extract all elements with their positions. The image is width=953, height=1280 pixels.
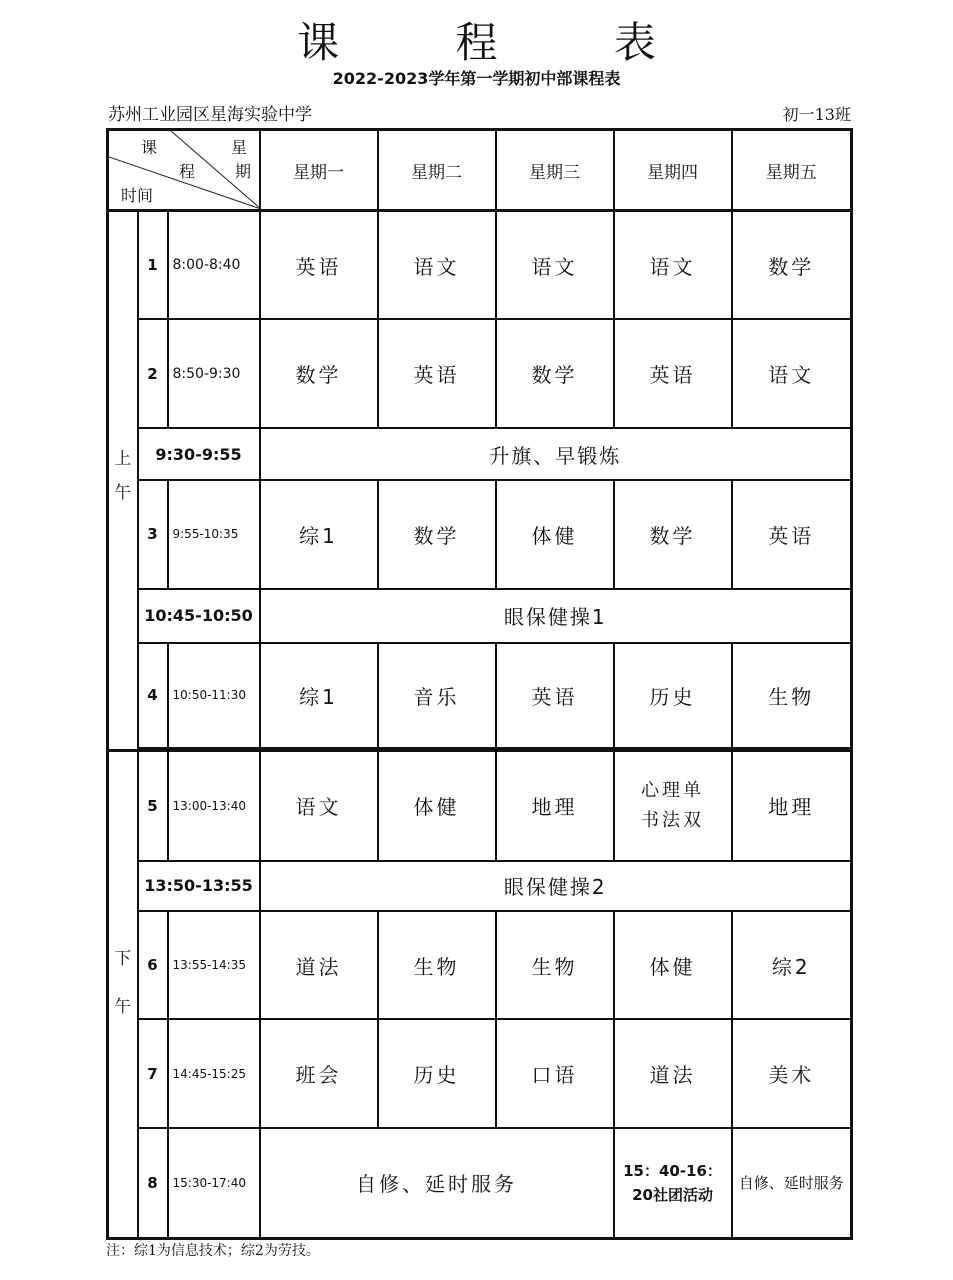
break-row <box>108 428 852 480</box>
subject-cell: 地理 <box>496 750 614 861</box>
break-activity: 升旗、早锻炼 <box>260 428 852 480</box>
period-number: 6 <box>138 911 168 1020</box>
subject-cell: 数学 <box>378 480 496 589</box>
table-row <box>108 319 852 428</box>
table-row <box>108 1019 852 1128</box>
subject-cell: 语文 <box>260 750 378 861</box>
break-time: 9:30-9:55 <box>138 428 260 480</box>
self-study-cell: 自修、延时服务 <box>732 1128 852 1239</box>
subject-cell: 班会 <box>260 1019 378 1128</box>
break-time: 13:50-13:55 <box>138 861 260 911</box>
corner-time: 时间 <box>121 186 154 206</box>
corner-course: 课 <box>141 138 158 158</box>
afternoon-char: 下 <box>114 948 132 969</box>
day-header: 星期三 <box>496 130 614 211</box>
period-time: 13:55-14:35 <box>168 911 260 1020</box>
subject-cell: 地理 <box>732 750 852 861</box>
corner-cheng: 程 <box>179 162 196 182</box>
period-time: 8:50-9:30 <box>168 319 260 428</box>
day-header: 星期一 <box>260 130 378 211</box>
break-row <box>108 589 852 643</box>
break-activity: 眼保健操2 <box>260 861 852 911</box>
subject-cell: 语文 <box>732 319 852 428</box>
subject-cell: 综1 <box>260 480 378 589</box>
subject-cell: 历史 <box>378 1019 496 1128</box>
school-name: 苏州工业园区星海实验中学 <box>108 105 312 125</box>
subject-cell: 美术 <box>732 1019 852 1128</box>
table-row <box>108 750 852 861</box>
period-time: 14:45-15:25 <box>168 1019 260 1128</box>
corner-cell <box>108 130 260 211</box>
break-activity: 眼保健操1 <box>260 589 852 643</box>
corner-week1: 星 <box>231 138 248 158</box>
subject-cell: 综2 <box>732 911 852 1020</box>
period-number: 3 <box>138 480 168 589</box>
subject-cell: 英语 <box>378 319 496 428</box>
title-char: 程 <box>455 18 498 67</box>
subject-cell: 语文 <box>614 211 732 320</box>
afternoon-char: 午 <box>114 996 132 1017</box>
period-number: 7 <box>138 1019 168 1128</box>
subject-cell: 体健 <box>496 480 614 589</box>
period-time: 15:30-17:40 <box>168 1128 260 1239</box>
subject-cell: 历史 <box>614 643 732 748</box>
table-row <box>108 480 852 589</box>
table-row <box>108 1128 852 1239</box>
subject-cell: 体健 <box>378 750 496 861</box>
day-header: 星期二 <box>378 130 496 211</box>
subject-cell: 数学 <box>260 319 378 428</box>
morning-char: 上 <box>114 449 132 470</box>
period-number: 5 <box>138 750 168 861</box>
table-row <box>108 211 852 320</box>
subject-cell: 体健 <box>614 911 732 1020</box>
period-number: 4 <box>138 643 168 748</box>
header-row <box>108 130 852 211</box>
morning-label <box>108 211 138 750</box>
break-time: 10:45-10:50 <box>138 589 260 643</box>
subject-cell: 语文 <box>496 211 614 320</box>
page-title <box>0 10 953 70</box>
corner-week2: 期 <box>235 162 252 182</box>
subject-cell: 数学 <box>496 319 614 428</box>
period-time: 8:00-8:40 <box>168 211 260 320</box>
period-time: 9:55-10:35 <box>168 480 260 589</box>
period-number: 8 <box>138 1128 168 1239</box>
subject-cell: 生物 <box>496 911 614 1020</box>
subject-cell: 数学 <box>732 211 852 320</box>
title-char: 表 <box>613 18 656 67</box>
self-study-cell: 自修、延时服务 <box>260 1128 614 1239</box>
break-row <box>108 861 852 911</box>
period-time: 13:00-13:40 <box>168 750 260 861</box>
table-row <box>108 643 852 748</box>
day-header: 星期四 <box>614 130 732 211</box>
subject-cell: 音乐 <box>378 643 496 748</box>
subject-cell: 语文 <box>378 211 496 320</box>
subject-cell: 道法 <box>614 1019 732 1128</box>
club-activity-cell: 15：40-16：20社团活动 <box>614 1128 732 1239</box>
subject-cell: 口语 <box>496 1019 614 1128</box>
subject-cell: 英语 <box>614 319 732 428</box>
footnote: 注：综1为信息技术；综2为劳技。 <box>106 1243 320 1259</box>
table-row <box>108 911 852 1020</box>
subject-cell: 数学 <box>614 480 732 589</box>
subject-cell: 生物 <box>378 911 496 1020</box>
subject-cell: 生物 <box>732 643 852 748</box>
subject-cell: 综1 <box>260 643 378 748</box>
afternoon-label <box>108 750 138 1238</box>
subtitle: 2022-2023学年第一学期初中部课程表 <box>332 69 621 88</box>
timetable <box>106 128 853 1240</box>
period-time: 10:50-11:30 <box>168 643 260 748</box>
period-number: 2 <box>138 319 168 428</box>
subject-cell: 心理单 书法双 <box>614 750 732 861</box>
morning-char: 午 <box>114 483 132 504</box>
subject-cell: 英语 <box>260 211 378 320</box>
class-name: 初一13班 <box>782 105 851 124</box>
subject-cell: 英语 <box>496 643 614 748</box>
title-char: 课 <box>297 18 340 67</box>
period-number: 1 <box>138 211 168 320</box>
subject-cell: 道法 <box>260 911 378 1020</box>
subject-cell: 英语 <box>732 480 852 589</box>
day-header: 星期五 <box>732 130 852 211</box>
